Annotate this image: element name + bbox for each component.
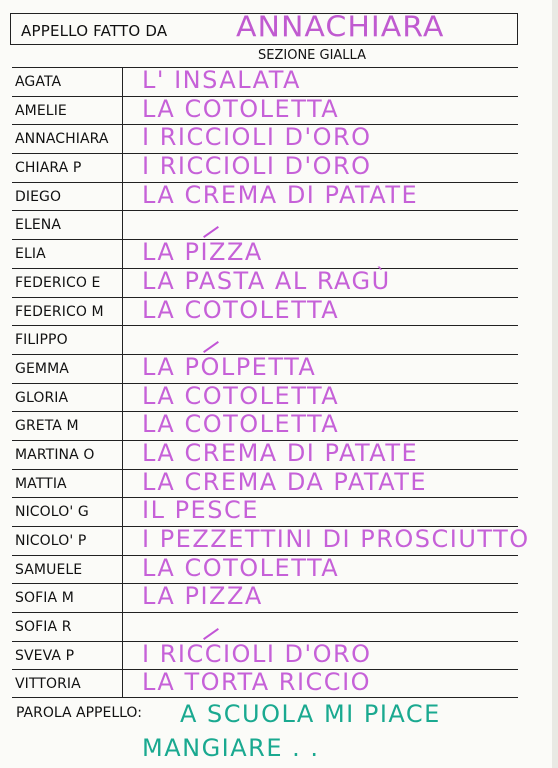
column-divider (122, 355, 123, 383)
table-row (12, 555, 518, 584)
student-name: ELIA (15, 246, 46, 263)
favorite-dish: LA CREMA DI PATATE (142, 438, 419, 467)
header-author-name: ANNACHIARA (236, 10, 445, 45)
table-row (12, 153, 518, 182)
favorite-dish: LA TORTA RICCIO (142, 668, 372, 697)
table-row (12, 583, 518, 612)
column-divider (122, 68, 123, 96)
page-edge (552, 0, 558, 768)
column-divider (122, 97, 123, 125)
student-name: GLORIA (15, 389, 69, 406)
table-row (12, 124, 518, 153)
student-name: MARTINA O (15, 446, 95, 463)
table-row (12, 268, 518, 297)
table-row (12, 641, 518, 670)
student-name: AMELIE (15, 102, 67, 119)
footer-label: PAROLA APPELLO: (16, 705, 142, 721)
favorite-dish: I RICCIOLI D'ORO (142, 639, 372, 668)
student-name: FEDERICO E (15, 274, 101, 291)
table-row (12, 612, 518, 641)
table-row (12, 325, 518, 354)
student-name: CHIARA P (15, 160, 82, 177)
header-label: APPELLO FATTO DA (21, 22, 168, 40)
footer-answer-line-2: MANGIARE . . (142, 734, 320, 762)
student-name: ANNACHIARA (15, 131, 109, 148)
column-divider (122, 384, 123, 412)
favorite-dish: LA PASTA AL RAGÙ (142, 266, 391, 295)
table-row (12, 210, 518, 239)
student-name: SOFIA M (15, 590, 74, 607)
student-name: AGATA (15, 74, 62, 90)
column-divider (122, 584, 123, 612)
column-divider (122, 269, 123, 297)
student-name: GRETA M (15, 418, 79, 435)
column-divider (122, 298, 123, 326)
favorite-dish: I RICCIOLI D'ORO (142, 152, 372, 181)
footer-answer-line-1: A SCUOLA MI PIACE (180, 700, 441, 728)
table-row (12, 525, 530, 555)
student-name: FILIPPO (15, 332, 68, 349)
table-row (12, 96, 518, 125)
column-divider (122, 125, 123, 153)
table-row (12, 239, 518, 268)
table-row (12, 497, 518, 526)
table-row (12, 411, 518, 440)
table-row (12, 354, 518, 383)
student-name: DIEGO (15, 188, 62, 205)
favorite-dish: LA COTOLETTA (142, 410, 340, 439)
table-row (12, 669, 518, 698)
column-divider (122, 412, 123, 440)
student-name: NICOLO' P (15, 533, 87, 549)
table-row (12, 440, 518, 469)
favorite-dish: LA COTOLETTA (142, 553, 340, 582)
favorite-dish: LA POLPETTA (142, 352, 317, 381)
column-divider (122, 326, 123, 354)
column-divider (122, 211, 123, 239)
column-divider (122, 498, 123, 526)
header-box (10, 10, 518, 45)
table-row (12, 297, 518, 326)
table-row (12, 383, 518, 412)
student-name: SAMUELE (15, 561, 83, 578)
table-row (12, 182, 518, 211)
favorite-dish: LA COTOLETTA (142, 381, 340, 410)
student-name: SOFIA R (15, 619, 72, 636)
favorite-dish: LA COTOLETTA (142, 94, 340, 123)
favorite-dish: L' INSALATA (142, 66, 301, 94)
favorite-dish: I PEZZETTINI DI PROSCIUTTO (142, 525, 530, 553)
column-divider (122, 527, 123, 555)
student-name: FEDERICO M (15, 303, 104, 320)
student-name: MATTIA (15, 475, 67, 492)
student-name: SVEVA P (15, 647, 75, 664)
column-divider (122, 470, 123, 498)
column-divider (122, 183, 123, 211)
column-divider (122, 642, 123, 670)
favorite-dish: LA PIZZA (142, 582, 263, 611)
table-row (12, 469, 518, 498)
column-divider (122, 240, 123, 268)
student-name: ELENA (15, 217, 62, 234)
column-divider (122, 670, 123, 697)
favorite-dish: LA CREMA DA PATATE (142, 467, 428, 496)
table-row (12, 67, 518, 96)
favorite-dish: LA COTOLETTA (142, 295, 340, 324)
attendance-table (12, 66, 530, 698)
column-divider (122, 613, 123, 641)
column-divider (122, 556, 123, 584)
favorite-dish: IL PESCE (142, 496, 259, 525)
favorite-dish: LA PIZZA (142, 238, 263, 267)
favorite-dish: LA CREMA DI PATATE (142, 180, 419, 209)
column-divider (122, 154, 123, 182)
column-divider (122, 441, 123, 469)
student-name: VITTORIA (15, 676, 81, 693)
favorite-dish: I RICCIOLI D'ORO (142, 123, 372, 152)
student-name: NICOLO' G (15, 504, 89, 521)
section-label: SEZIONE GIALLA (258, 48, 366, 63)
student-name: GEMMA (15, 360, 69, 377)
